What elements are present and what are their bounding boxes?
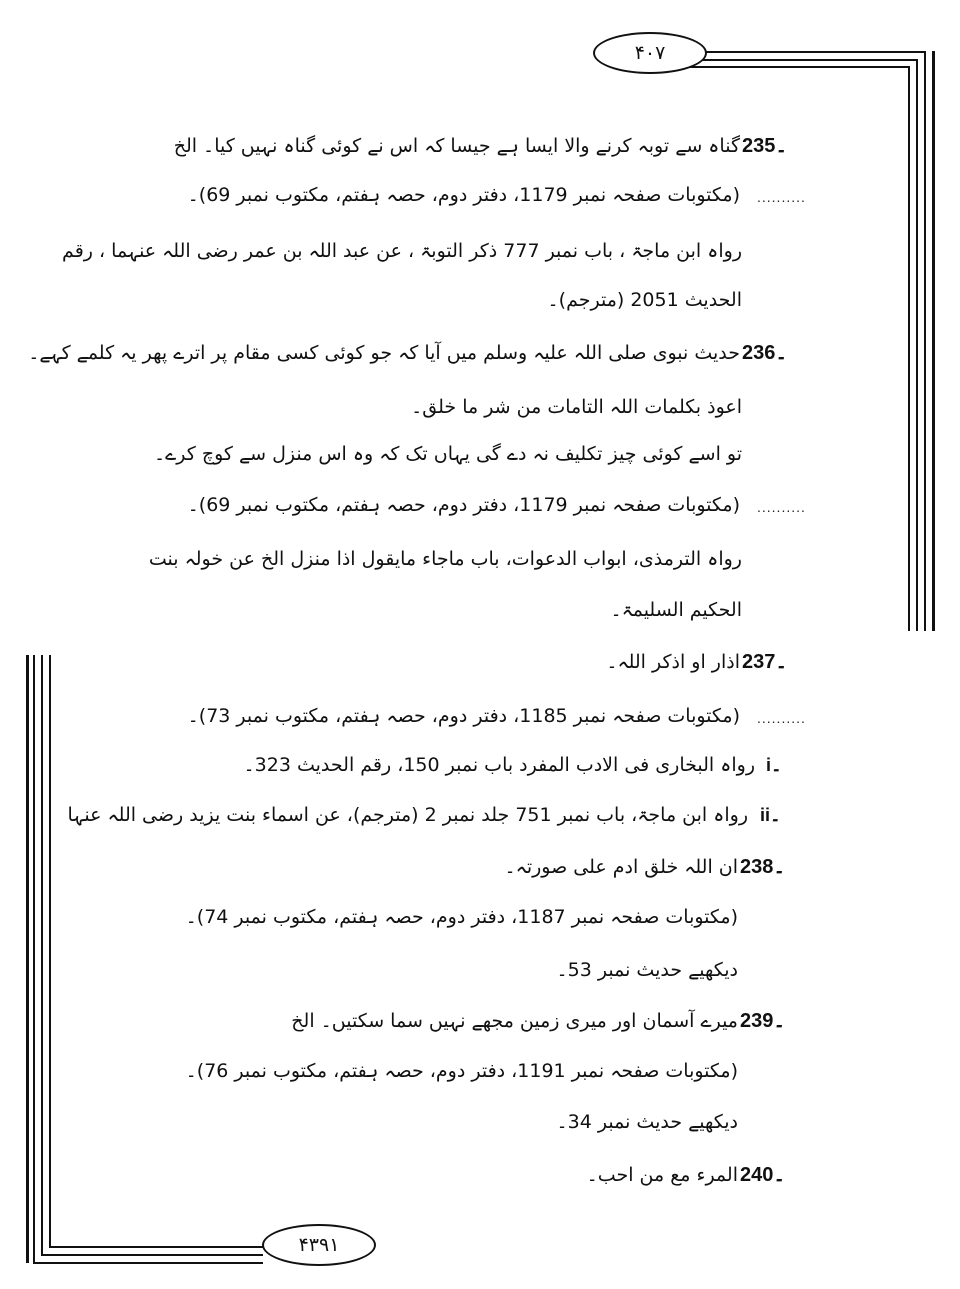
- entry-239-see-also: دیکھیے حدیث نمبر 34۔: [556, 1111, 738, 1133]
- entry-236-source-1: رواہ الترمذی، ابواب الدعوات، باب ماجاء مایقول اذا منزل الخ عن خولہ بنت: [148, 548, 742, 570]
- entry-number-240: ۔240: [740, 1164, 786, 1186]
- frame-right-line-outer: [924, 51, 926, 631]
- leader-dots: ..........: [757, 499, 806, 515]
- entry-237-source-i: رواہ البخاری فی الادب المفرد باب نمبر 150، رقم الحدیث 323۔: [243, 754, 755, 776]
- entry-235-source-1: رواہ ابن ماجۃ ، باب نمبر 777 ذکر التوبۃ ، عن عبد اللہ بن عمر رضی اللہ عنہما ، رقم: [62, 240, 742, 262]
- entry-237-text: اذار او اذکر اللہ۔: [606, 651, 740, 673]
- frame-left-line-heavy: [26, 655, 29, 1263]
- entry-236-text: حدیث نبوی صلی اللہ علیہ وسلم میں آیا کہ جو کوئی کسی مقام پر اترے پھر یہ کلمے کہے۔: [28, 342, 740, 364]
- entry-238-see-also: دیکھیے حدیث نمبر 53۔: [556, 959, 738, 981]
- entry-235-reference: (مکتوبات صفحہ نمبر 1179، دفتر دوم، حصہ ہفتم، مکتوب نمبر 69)۔: [187, 184, 740, 206]
- entry-237-source-ii: رواہ ابن ماجۃ، باب نمبر 751 جلد نمبر 2 (مترجم)، عن اسماء بنت یزید رضی اللہ عنہا: [67, 804, 748, 826]
- frame-bottom-line-inner2: [49, 1246, 263, 1248]
- sub-marker-ii: ii۔: [760, 805, 781, 825]
- entry-238-text: ان اللہ خلق ادم علی صورتہ۔: [504, 856, 738, 878]
- entry-236-reference: (مکتوبات صفحہ نمبر 1179، دفتر دوم، حصہ ہفتم، مکتوب نمبر 69)۔: [187, 494, 740, 516]
- frame-right-line-inner2: [908, 66, 910, 631]
- sub-marker-i: i۔: [766, 755, 782, 775]
- entry-236-text-2: تو اسے کوئی چیز تکلیف نہ دے گی یہاں تک کہ وہ اس منزل سے کوچ کرے۔: [154, 443, 742, 465]
- frame-right-line-heavy: [932, 51, 935, 631]
- frame-right-line-inner: [916, 59, 918, 631]
- entry-235-text: گناہ سے توبہ کرنے والا ایسا ہے جیسا کہ اس نے کوئی گناہ نہیں کیا۔ الخ: [173, 135, 740, 157]
- entry-239-text: میرے آسمان اور میری زمین مجھے نہیں سما سکتیں۔ الخ: [291, 1010, 738, 1032]
- frame-left-line-outer: [33, 655, 35, 1263]
- entry-number-235: ۔235: [742, 135, 788, 157]
- entry-239-reference: (مکتوبات صفحہ نمبر 1191، دفتر دوم، حصہ ہفتم، مکتوب نمبر 76)۔: [185, 1060, 738, 1082]
- entry-240-text: المرء مع من احب۔: [586, 1164, 738, 1186]
- top-page-number: ۴۰۷: [593, 32, 707, 74]
- frame-bottom-line-outer: [33, 1262, 263, 1264]
- leader-dots: ..........: [757, 710, 806, 726]
- entry-number-239: ۔239: [740, 1010, 786, 1032]
- entry-number-238: ۔238: [740, 856, 786, 878]
- entry-236-source-2: الحکیم السلیمۃ۔: [610, 599, 742, 621]
- frame-left-line-inner: [41, 655, 43, 1255]
- entry-237-reference: (مکتوبات صفحہ نمبر 1185، دفتر دوم، حصہ ہفتم، مکتوب نمبر 73)۔: [187, 705, 740, 727]
- entry-238-reference: (مکتوبات صفحہ نمبر 1187، دفتر دوم، حصہ ہفتم، مکتوب نمبر 74)۔: [185, 906, 738, 928]
- entry-number-237: ۔237: [742, 651, 788, 673]
- frame-bottom-line-inner: [41, 1254, 263, 1256]
- entry-236-dua: اعوذ بکلمات اللہ التامات من شر ما خلق۔: [411, 396, 742, 418]
- leader-dots: ..........: [757, 189, 806, 205]
- entry-235-source-2: الحدیث 2051 (مترجم)۔: [547, 289, 742, 311]
- entry-number-236: ۔236: [742, 342, 788, 364]
- bottom-page-number: ۴۳۹۱: [262, 1224, 376, 1266]
- frame-left-line-inner2: [49, 655, 51, 1247]
